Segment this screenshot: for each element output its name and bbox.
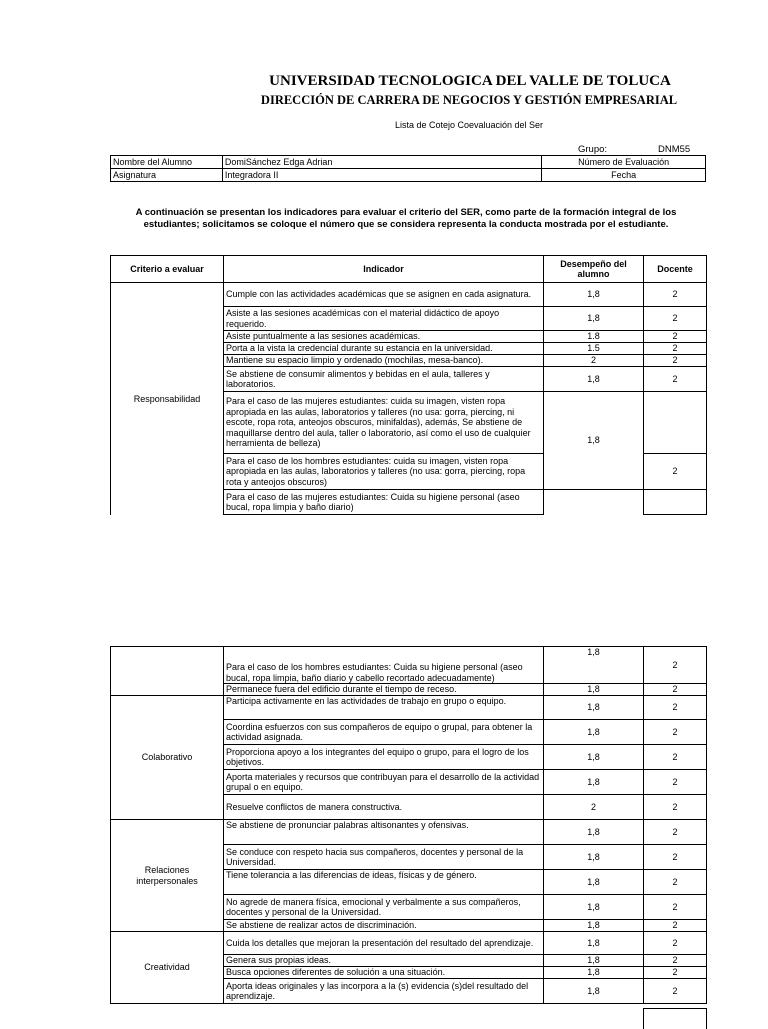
indicador-cell: Permanece fuera del edificio durante el tiempo de receso. bbox=[224, 684, 544, 696]
indicador-cell: Participa activamente en las actividades de trabajo en grupo o equipo. bbox=[224, 696, 544, 720]
desempeno-cell[interactable]: 1,8 bbox=[544, 307, 644, 331]
desempeno-cell[interactable]: 1,8 bbox=[544, 820, 644, 845]
indicador-cell: Se abstiene de consumir alimentos y bebidas en el aula, talleres y laboratorios. bbox=[224, 367, 544, 392]
evaluation-number-label: Número de Evaluación bbox=[542, 156, 706, 169]
criterio-relaciones-interpersonales: Relaciones interpersonales bbox=[111, 820, 224, 932]
indicador-cell: Genera sus propias ideas. bbox=[224, 955, 544, 967]
student-name-label: Nombre del Alumno bbox=[111, 156, 223, 169]
docente-cell[interactable]: 2 bbox=[644, 820, 707, 845]
docente-cell[interactable]: 2 bbox=[644, 283, 707, 307]
docente-cell[interactable]: 2 bbox=[644, 920, 707, 932]
indicador-cell: Se abstiene de realizar actos de discriminación. bbox=[224, 920, 544, 932]
docente-cell[interactable]: 2 bbox=[644, 331, 707, 343]
indicador-cell: Busca opciones diferentes de solución a una situación. bbox=[224, 967, 544, 979]
desempeno-cell[interactable]: 1,8 bbox=[544, 845, 644, 870]
docente-cell[interactable]: 2 bbox=[644, 845, 707, 870]
university-title: UNIVERSIDAD TECNOLOGICA DEL VALLE DE TOLUCA bbox=[269, 73, 671, 89]
header-desempeno: Desempeño del alumno bbox=[544, 256, 644, 283]
header-indicador: Indicador bbox=[224, 256, 544, 283]
docente-cell[interactable]: 2 bbox=[644, 696, 707, 720]
indicador-cell: Aporta materiales y recursos que contribuyan para el desarrollo de la actividad grupal o en equipo. bbox=[224, 770, 544, 795]
docente-cell[interactable]: 2 bbox=[644, 870, 707, 895]
indicador-cell: Se abstiene de pronunciar palabras altisonantes y ofensivas. bbox=[224, 820, 544, 845]
intro-paragraph: A continuación se presentan los indicadores para evaluar el criterio del SER, como parte de la formación integral de los estudiantes; solicitamos se coloque el número que se considera representa la conducta mostrada por el estudiante. bbox=[135, 207, 677, 230]
docente-cell[interactable]: 2 bbox=[644, 979, 707, 1004]
desempeno-cell[interactable]: 1,8 bbox=[544, 932, 644, 955]
table-row bbox=[111, 647, 707, 684]
criterio-colaborativo: Colaborativo bbox=[111, 696, 224, 820]
docente-cell[interactable]: 2 bbox=[644, 454, 707, 490]
docente-cell[interactable]: 2 bbox=[644, 932, 707, 955]
desempeno-cell[interactable]: 1,8 bbox=[544, 684, 644, 696]
indicador-cell: Resuelve conflictos de manera constructiva. bbox=[224, 795, 544, 820]
desempeno-cell[interactable]: 2 bbox=[544, 795, 644, 820]
docente-cell[interactable]: 2 bbox=[644, 967, 707, 979]
desempeno-cell[interactable]: 1,8 bbox=[544, 870, 644, 895]
indicador-cell: Asiste a las sesiones académicas con el material didáctico de apoyo requerido. bbox=[224, 307, 544, 331]
docente-cell[interactable]: 2 bbox=[644, 745, 707, 770]
indicador-cell: Aporta ideas originales y las incorpora a la (s) evidencia (s)del resultado del aprendizaje. bbox=[224, 979, 544, 1004]
student-name-value[interactable]: DomiSánchez Edga Adrian bbox=[222, 156, 541, 169]
subject-label: Asignatura bbox=[111, 169, 223, 182]
desempeno-cell[interactable]: 1,8 bbox=[544, 696, 644, 720]
group-value: DNM55 bbox=[658, 144, 691, 155]
form-title: Lista de Cotejo Coevaluación del Ser bbox=[394, 120, 544, 130]
student-info-table bbox=[110, 155, 706, 182]
indicador-cell: Coordina esfuerzos con sus compañeros de equipo o grupal, para obtener la actividad asignada. bbox=[224, 720, 544, 745]
desempeno-cell[interactable]: 1,8 bbox=[544, 770, 644, 795]
indicador-cell: Cuida los detalles que mejoran la presentación del resultado del aprendizaje. bbox=[224, 932, 544, 955]
docente-cell[interactable]: 2 bbox=[644, 647, 707, 684]
docente-cell[interactable] bbox=[644, 490, 707, 515]
table-row bbox=[111, 283, 707, 307]
docente-cell[interactable]: 2 bbox=[644, 955, 707, 967]
indicador-cell: Cumple con las actividades académicas que se asignen en cada asignatura. bbox=[224, 283, 544, 307]
direction-subtitle: DIRECCIÓN DE CARRERA DE NEGOCIOS Y GESTIÓN EMPRESARIAL bbox=[260, 93, 678, 107]
desempeno-cell[interactable]: 1,8 bbox=[544, 920, 644, 932]
indicador-cell: Asiste puntualmente a las sesiones académicas. bbox=[224, 331, 544, 343]
header-criterio: Criterio a evaluar bbox=[111, 256, 224, 283]
desempeno-cell[interactable]: 2 bbox=[544, 355, 644, 367]
desempeno-cell[interactable]: 1.8 bbox=[544, 331, 644, 343]
docente-cell[interactable]: 2 bbox=[644, 795, 707, 820]
docente-cell[interactable]: 2 bbox=[644, 770, 707, 795]
table-row bbox=[111, 696, 707, 720]
group-label: Grupo: bbox=[578, 144, 608, 155]
docente-cell[interactable]: 2 bbox=[644, 307, 707, 331]
indicador-cell: No agrede de manera física, emocional y verbalmente a sus compañeros, docentes y personal de la Universidad. bbox=[224, 895, 544, 920]
criterio-continuation bbox=[111, 647, 224, 696]
header-docente: Docente bbox=[644, 256, 707, 283]
criterio-responsabilidad: Responsabilidad bbox=[111, 283, 224, 515]
docente-cell[interactable]: 2 bbox=[644, 720, 707, 745]
indicador-cell: Proporciona apoyo a los integrantes del equipo o grupo, para el logro de los objetivos. bbox=[224, 745, 544, 770]
docente-cell[interactable] bbox=[644, 392, 707, 454]
indicador-cell: Para el caso de las mujeres estudiantes: Cuida su higiene personal (aseo bucal, ropa limpia y baño diario) bbox=[224, 490, 544, 515]
docente-cell[interactable]: 2 bbox=[644, 895, 707, 920]
subject-value[interactable]: Integradora II bbox=[222, 169, 541, 182]
evaluation-table-page-2 bbox=[110, 646, 707, 1004]
table-row bbox=[111, 932, 707, 955]
desempeno-cell[interactable]: 1,8 bbox=[544, 895, 644, 920]
evaluation-table-page-1 bbox=[110, 255, 707, 515]
indicador-cell: Mantiene su espacio limpio y ordenado (mochilas, mesa-banco). bbox=[224, 355, 544, 367]
indicador-cell: Porta a la vista la credencial durante su estancia en la universidad. bbox=[224, 343, 544, 355]
docente-cell[interactable]: 2 bbox=[644, 343, 707, 355]
desempeno-cell[interactable]: 1,8 bbox=[544, 392, 644, 490]
desempeno-cell[interactable]: 1,8 bbox=[544, 720, 644, 745]
indicador-cell: Tiene tolerancia a las diferencias de ideas, físicas y de género. bbox=[224, 870, 544, 895]
table-header-row bbox=[111, 256, 707, 283]
desempeno-cell[interactable]: 1,8 bbox=[544, 979, 644, 1004]
desempeno-cell[interactable]: 1.5 bbox=[544, 343, 644, 355]
desempeno-cell[interactable]: 1,8 bbox=[544, 745, 644, 770]
indicador-cell: Se conduce con respeto hacia sus compañeros, docentes y personal de la Universidad. bbox=[224, 845, 544, 870]
table-row bbox=[111, 820, 707, 845]
docente-cell[interactable]: 2 bbox=[644, 684, 707, 696]
desempeno-cell[interactable]: 1,8 bbox=[544, 367, 644, 392]
criterio-creatividad: Creatividad bbox=[111, 932, 224, 1004]
docente-cell[interactable]: 2 bbox=[644, 367, 707, 392]
desempeno-cell[interactable]: 1,8 bbox=[544, 647, 644, 684]
docente-cell[interactable]: 2 bbox=[644, 355, 707, 367]
date-label: Fecha bbox=[542, 169, 706, 182]
desempeno-cell[interactable]: 1,8 bbox=[544, 955, 644, 967]
indicador-cell: Para el caso de los hombres estudiantes: cuida su imagen, visten ropa apropiada en las aulas, laboratorios y talleres (no usa: gorra, piercing, ropa rota y anteojos obscuros) bbox=[224, 454, 544, 490]
desempeno-cell-empty bbox=[544, 490, 644, 515]
desempeno-cell[interactable]: 1,8 bbox=[544, 967, 644, 979]
desempeno-cell[interactable]: 1,8 bbox=[544, 283, 644, 307]
indicador-cell: Para el caso de las mujeres estudiantes: cuida su imagen, visten ropa apropiada en las aulas, laboratorios y talleres (no usa: gorra, piercing, ni escote, ropa rota, anteojos obscuros, minifaldas), además, Se abstiene de maquillarse dentro del aula, taller o laboratorio, así como el uso de cualquier herramienta de belleza) bbox=[224, 392, 544, 454]
docente-cell-partial bbox=[643, 1008, 707, 1029]
indicador-cell: Para el caso de los hombres estudiantes: Cuida su higiene personal (aseo bucal, ropa limpia, baño diario y cabello recortado adecuadamente) bbox=[224, 647, 544, 684]
